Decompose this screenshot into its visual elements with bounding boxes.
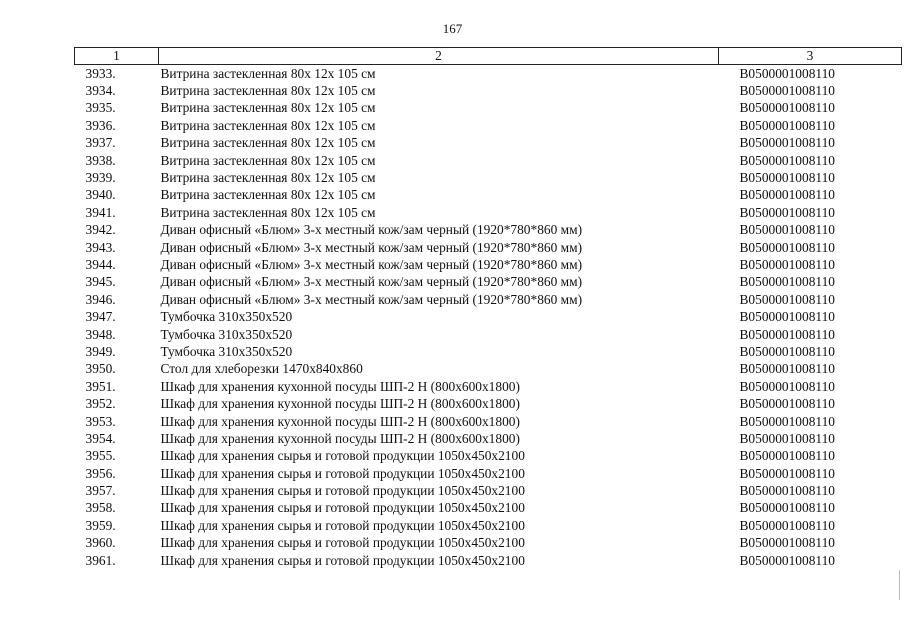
item-name: Шкаф для хранения сырья и готовой продукции 1050х450х2100 — [160, 465, 525, 481]
row-number: 3934. — [85, 83, 116, 99]
table-row — [75, 117, 902, 134]
table-row — [75, 187, 902, 204]
row-number: 3942. — [85, 222, 116, 238]
item-name: Шкаф для хранения кухонной посуды ШП-2 Н (800х600х1800) — [160, 413, 520, 429]
item-code: В0500001008110 — [739, 170, 835, 186]
row-number: 3947. — [85, 309, 116, 325]
item-code: В0500001008110 — [739, 222, 835, 238]
item-name: Тумбочка 310х350х520 — [160, 343, 293, 359]
table-row — [75, 482, 902, 499]
item-code: В0500001008110 — [739, 309, 835, 325]
table-row — [75, 430, 902, 447]
row-number: 3960. — [85, 535, 116, 551]
row-number: 3946. — [85, 291, 116, 307]
item-code: В0500001008110 — [739, 100, 835, 116]
item-name: Диван офисный «Блюм» 3-х местный кож/зам черный (1920*780*860 мм) — [160, 222, 583, 238]
row-number: 3945. — [85, 274, 116, 290]
row-number: 3951. — [85, 378, 116, 394]
row-number: 3936. — [85, 117, 116, 133]
item-code: В0500001008110 — [739, 483, 835, 499]
row-number: 3957. — [85, 483, 116, 499]
item-code: В0500001008110 — [739, 517, 835, 533]
row-number: 3954. — [85, 430, 116, 446]
table-row — [75, 222, 902, 239]
item-name: Шкаф для хранения сырья и готовой продукции 1050х450х2100 — [160, 448, 525, 464]
item-name: Витрина застекленная 80х 12х 105 см — [160, 65, 376, 81]
item-code: В0500001008110 — [739, 239, 835, 255]
table-row — [75, 100, 902, 117]
item-name: Шкаф для хранения сырья и готовой продукции 1050х450х2100 — [160, 517, 525, 533]
table-row — [75, 517, 902, 534]
item-name: Диван офисный «Блюм» 3-х местный кож/зам черный (1920*780*860 мм) — [160, 239, 583, 255]
item-name: Витрина застекленная 80х 12х 105 см — [160, 117, 376, 133]
item-code: В0500001008110 — [739, 117, 835, 133]
table-row — [75, 82, 902, 99]
item-name: Витрина застекленная 80х 12х 105 см — [160, 83, 376, 99]
item-name: Шкаф для хранения сырья и готовой продукции 1050х450х2100 — [160, 535, 525, 551]
item-code: В0500001008110 — [739, 152, 835, 168]
table-row — [75, 361, 902, 378]
row-number: 3940. — [85, 187, 116, 203]
item-code: В0500001008110 — [739, 83, 835, 99]
table-row — [75, 308, 902, 325]
item-name: Витрина застекленная 80х 12х 105 см — [160, 170, 376, 186]
item-code: В0500001008110 — [739, 465, 835, 481]
table-row — [75, 135, 902, 152]
item-code: В0500001008110 — [739, 187, 835, 203]
row-number: 3938. — [85, 152, 116, 168]
row-number: 3953. — [85, 413, 116, 429]
item-code: В0500001008110 — [739, 326, 835, 342]
table-row — [75, 326, 902, 343]
item-name: Тумбочка 310х350х520 — [160, 309, 293, 325]
column-header-2: 2 — [159, 48, 719, 65]
table-body — [75, 65, 902, 570]
row-number: 3941. — [85, 204, 116, 220]
item-name: Шкаф для хранения кухонной посуды ШП-2 Н (800х600х1800) — [160, 378, 520, 394]
row-number: 3948. — [85, 326, 116, 342]
table-row — [75, 500, 902, 517]
row-number: 3952. — [85, 396, 116, 412]
table-row — [75, 535, 902, 552]
item-name: Диван офисный «Блюм» 3-х местный кож/зам черный (1920*780*860 мм) — [160, 256, 583, 272]
item-code: В0500001008110 — [739, 343, 835, 359]
item-name: Шкаф для хранения сырья и готовой продукции 1050х450х2100 — [160, 552, 525, 568]
table-row — [75, 274, 902, 291]
item-code: В0500001008110 — [739, 256, 835, 272]
table-row — [75, 448, 902, 465]
row-number: 3958. — [85, 500, 116, 516]
item-code: В0500001008110 — [739, 552, 835, 568]
item-name: Шкаф для хранения кухонной посуды ШП-2 Н (800х600х1800) — [160, 430, 520, 446]
page-number: 167 — [442, 21, 463, 36]
column-header-1: 1 — [75, 48, 159, 65]
row-number: 3956. — [85, 465, 116, 481]
item-code: В0500001008110 — [739, 413, 835, 429]
table-row — [75, 291, 902, 308]
table-row — [75, 256, 902, 273]
row-number: 3944. — [85, 256, 116, 272]
table-row — [75, 65, 902, 83]
item-name: Тумбочка 310х350х520 — [160, 326, 293, 342]
row-number: 3935. — [85, 100, 116, 116]
item-code: В0500001008110 — [739, 500, 835, 516]
item-code: В0500001008110 — [739, 274, 835, 290]
table-row — [75, 465, 902, 482]
item-name: Витрина застекленная 80х 12х 105 см — [160, 187, 376, 203]
row-number: 3943. — [85, 239, 116, 255]
item-code: В0500001008110 — [739, 135, 835, 151]
row-number: 3933. — [85, 65, 116, 81]
item-code: В0500001008110 — [739, 535, 835, 551]
item-code: В0500001008110 — [739, 361, 835, 377]
table-row — [75, 343, 902, 360]
item-name: Стол для хлеборезки 1470х840х860 — [160, 361, 363, 377]
table-row — [75, 395, 902, 412]
item-code: В0500001008110 — [739, 396, 835, 412]
item-code: В0500001008110 — [739, 378, 835, 394]
row-number: 3950. — [85, 361, 116, 377]
row-number: 3959. — [85, 517, 116, 533]
row-number: 3939. — [85, 170, 116, 186]
item-name: Диван офисный «Блюм» 3-х местный кож/зам черный (1920*780*860 мм) — [160, 274, 583, 290]
table-row — [75, 239, 902, 256]
table-row — [75, 413, 902, 430]
table-row — [75, 169, 902, 186]
table-row — [75, 552, 902, 569]
row-number: 3955. — [85, 448, 116, 464]
item-name: Витрина застекленная 80х 12х 105 см — [160, 135, 376, 151]
table-row — [75, 152, 902, 169]
row-number: 3937. — [85, 135, 116, 151]
scan-edge-mark — [899, 570, 900, 600]
column-header-3: 3 — [719, 48, 902, 65]
item-code: В0500001008110 — [739, 430, 835, 446]
row-number: 3949. — [85, 343, 116, 359]
table-row — [75, 378, 902, 395]
item-code: В0500001008110 — [739, 291, 835, 307]
item-code: В0500001008110 — [739, 65, 835, 81]
table-header-row — [75, 48, 902, 65]
item-code: В0500001008110 — [739, 204, 835, 220]
item-name: Шкаф для хранения сырья и готовой продукции 1050х450х2100 — [160, 500, 525, 516]
item-name: Витрина застекленная 80х 12х 105 см — [160, 204, 376, 220]
item-name: Шкаф для хранения сырья и готовой продукции 1050х450х2100 — [160, 483, 525, 499]
item-name: Витрина застекленная 80х 12х 105 см — [160, 100, 376, 116]
item-name: Диван офисный «Блюм» 3-х местный кож/зам черный (1920*780*860 мм) — [160, 291, 583, 307]
item-code: В0500001008110 — [739, 448, 835, 464]
inventory-table — [74, 47, 902, 569]
row-number: 3961. — [85, 552, 116, 568]
item-name: Шкаф для хранения кухонной посуды ШП-2 Н (800х600х1800) — [160, 396, 520, 412]
table-row — [75, 204, 902, 221]
item-name: Витрина застекленная 80х 12х 105 см — [160, 152, 376, 168]
